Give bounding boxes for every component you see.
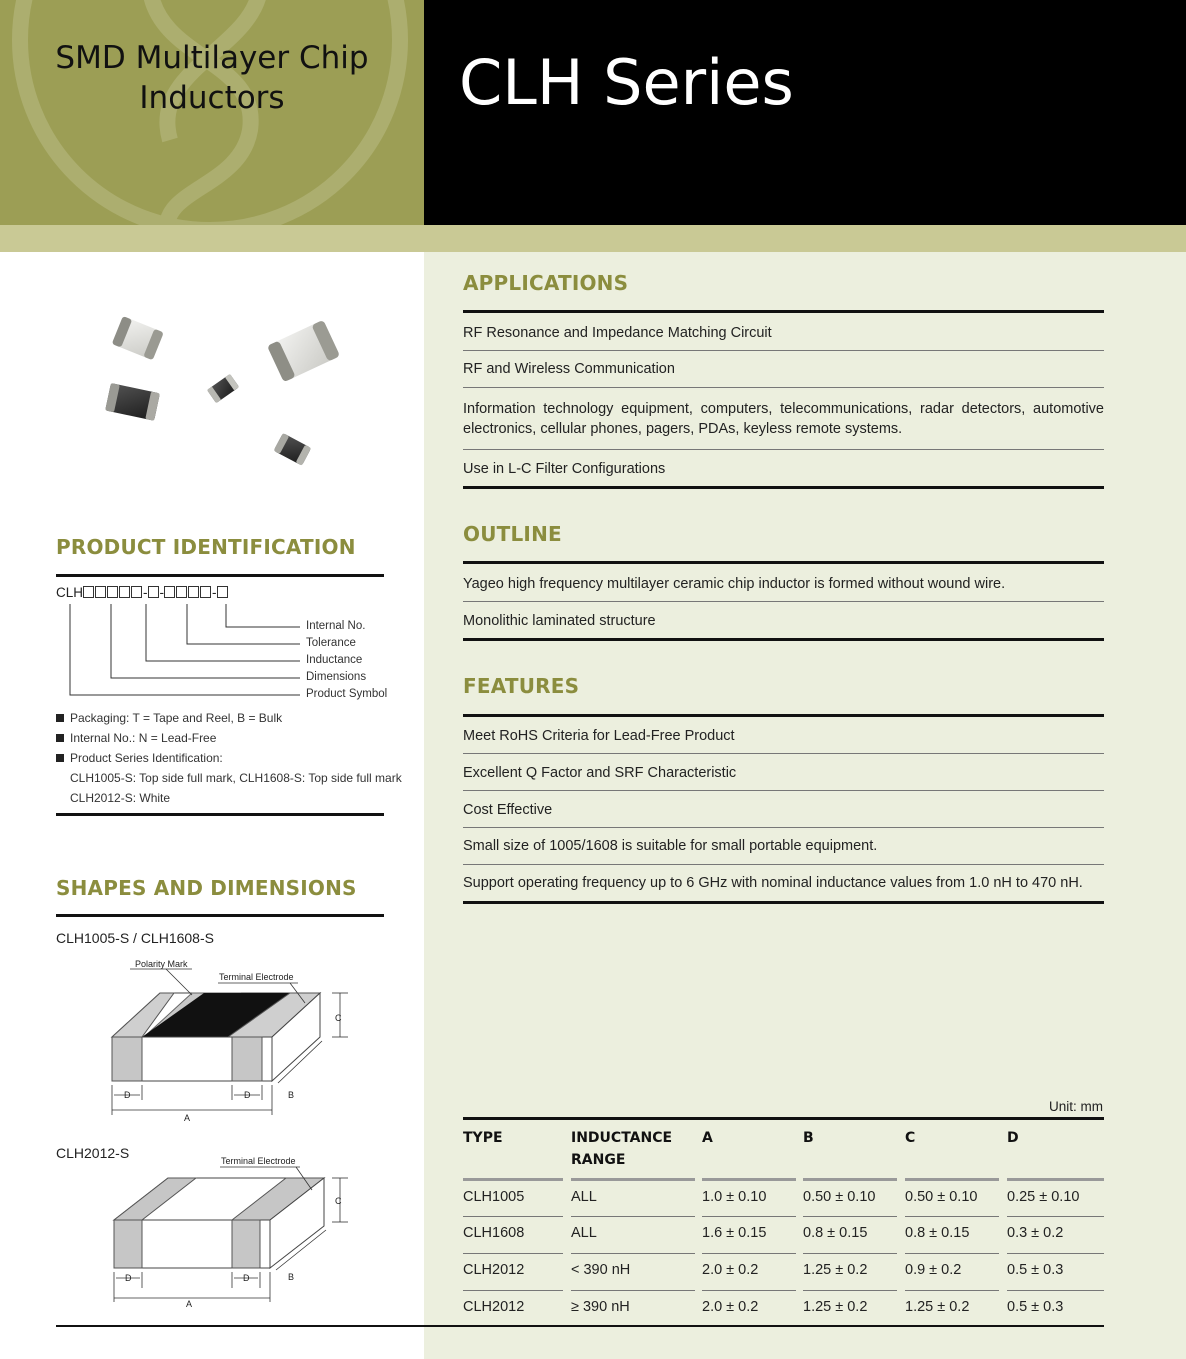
table-cell: CLH1608 <box>463 1225 525 1241</box>
table-cell: ALL <box>571 1189 597 1205</box>
outline-item: Monolithic laminated structure <box>463 613 656 629</box>
table-cell: 2.0 ± 0.2 <box>702 1299 759 1315</box>
dim-b-label: B <box>288 1090 295 1100</box>
dim-d-label: D <box>244 1090 251 1100</box>
dim-d-label: D <box>243 1273 250 1283</box>
col-header-a: A <box>702 1130 713 1146</box>
polarity-mark-label: Polarity Mark <box>135 959 188 969</box>
note-item: Product Series Identification: <box>56 748 402 768</box>
dim-b-label: B <box>288 1272 295 1282</box>
application-item: Information technology equipment, computers, telecommunications, radar detectors, automotive electronics, cellular phones, pagers, PDAs, keyless remote systems. <box>463 401 1104 437</box>
dim-a-label: A <box>186 1299 193 1309</box>
table-cell: 0.9 ± 0.2 <box>905 1262 962 1278</box>
dim-d-label: D <box>125 1273 132 1283</box>
application-item: Use in L-C Filter Configurations <box>463 461 666 477</box>
col-header-c: C <box>905 1130 916 1146</box>
col-header-inductance: INDUCTANCE RANGE <box>571 1130 673 1168</box>
note-item: Internal No.: N = Lead-Free <box>56 728 402 748</box>
header-band <box>0 225 1186 252</box>
table-cell: 1.25 ± 0.2 <box>803 1262 868 1278</box>
series-title: CLH Series <box>459 46 794 119</box>
terminal-electrode-label: Terminal Electrode <box>219 972 294 982</box>
divider <box>56 813 384 816</box>
note-item: CLH1005-S: Top side full mark, CLH1608-S: Top side full mark <box>70 771 402 785</box>
part-number-code: CLH - - - <box>56 585 229 600</box>
header-banner <box>0 0 424 225</box>
label-product-symbol: Product Symbol <box>306 688 388 700</box>
features-heading: FEATURES <box>463 674 580 698</box>
table-cell: < 390 nH <box>571 1262 631 1278</box>
unit-label: Unit: mm <box>1049 1099 1103 1114</box>
feature-item: Excellent Q Factor and SRF Characteristic <box>463 765 737 781</box>
feature-item: Meet RoHS Criteria for Lead-Free Product <box>463 728 735 744</box>
shapes-dimensions-heading: SHAPES AND DIMENSIONS <box>56 876 357 900</box>
applications-heading: APPLICATIONS <box>463 271 629 295</box>
drawing1-label: CLH1005-S / CLH1608-S <box>56 930 214 946</box>
divider <box>463 561 1104 564</box>
table-cell: 0.50 ± 0.10 <box>803 1189 876 1205</box>
feature-item: Support operating frequency up to 6 GHz with nominal inductance values from 1.0 nH to 470 nH. <box>463 875 1083 891</box>
table-cell: CLH2012 <box>463 1262 525 1278</box>
chip-drawing-2012 <box>100 1150 360 1310</box>
table-cell: CLH1005 <box>463 1189 525 1205</box>
outline-item: Yageo high frequency multilayer ceramic chip inductor is formed without wound wire. <box>463 576 1006 592</box>
table-cell: CLH2012 <box>463 1299 525 1315</box>
dim-a-label: A <box>184 1113 191 1123</box>
table-cell: 0.5 ± 0.3 <box>1007 1299 1064 1315</box>
table-cell: 1.0 ± 0.10 <box>702 1189 767 1205</box>
table-cell: 0.25 ± 0.10 <box>1007 1189 1080 1205</box>
table-cell: 0.8 ± 0.15 <box>803 1225 868 1241</box>
table-cell: 0.5 ± 0.3 <box>1007 1262 1064 1278</box>
feature-item: Cost Effective <box>463 802 553 818</box>
divider <box>463 790 1104 791</box>
dim-d-label: D <box>124 1090 131 1100</box>
divider <box>463 714 1104 717</box>
divider <box>463 449 1104 450</box>
product-identification-heading: PRODUCT IDENTIFICATION <box>56 535 356 559</box>
label-internal-no: Internal No. <box>306 620 366 632</box>
feature-item: Small size of 1005/1608 is suitable for small portable equipment. <box>463 838 878 854</box>
drawing2-label: CLH2012-S <box>56 1145 130 1161</box>
note-item: CLH2012-S: White <box>70 791 171 805</box>
outline-heading: OUTLINE <box>463 522 562 546</box>
table-top-rule <box>463 1117 1104 1120</box>
col-header-b: B <box>803 1130 814 1146</box>
divider <box>463 486 1104 489</box>
col-header-d: D <box>1007 1130 1019 1146</box>
divider <box>56 574 384 577</box>
chip-inductor-photo <box>95 298 375 478</box>
table-cell: 0.8 ± 0.15 <box>905 1225 970 1241</box>
divider <box>463 638 1104 641</box>
table-cell: ALL <box>571 1225 597 1241</box>
dim-c-label: C <box>335 1013 342 1023</box>
col-header-type: TYPE <box>463 1130 503 1146</box>
label-dimensions: Dimensions <box>306 671 367 683</box>
product-category: SMD Multilayer Chip Inductors <box>55 40 369 116</box>
label-tolerance: Tolerance <box>306 637 356 649</box>
title-panel <box>424 0 1186 225</box>
table-cell: ≥ 390 nH <box>571 1299 630 1315</box>
divider <box>463 310 1104 313</box>
table-cell: 1.6 ± 0.15 <box>702 1225 767 1241</box>
application-item: RF and Wireless Communication <box>463 361 675 377</box>
table-cell: 1.25 ± 0.2 <box>803 1299 868 1315</box>
dim-c-label: C <box>335 1196 342 1206</box>
divider <box>463 753 1104 754</box>
chip-drawing-1005-1608 <box>100 955 360 1125</box>
divider <box>463 387 1104 388</box>
table-cell: 0.3 ± 0.2 <box>1007 1225 1064 1241</box>
label-inductance: Inductance <box>306 654 363 666</box>
divider <box>463 350 1104 351</box>
divider <box>56 914 384 917</box>
table-cell: 1.25 ± 0.2 <box>905 1299 970 1315</box>
divider <box>463 601 1104 602</box>
divider <box>463 901 1104 904</box>
terminal-electrode-label: Terminal Electrode <box>221 1156 296 1166</box>
table-cell: 2.0 ± 0.2 <box>702 1262 759 1278</box>
divider <box>463 864 1104 865</box>
divider <box>463 827 1104 828</box>
identification-notes <box>56 708 402 808</box>
bottom-divider <box>56 1325 1104 1327</box>
table-cell: 0.50 ± 0.10 <box>905 1189 978 1205</box>
application-item: RF Resonance and Impedance Matching Circuit <box>463 325 772 341</box>
note-item: Packaging: T = Tape and Reel, B = Bulk <box>56 708 402 728</box>
